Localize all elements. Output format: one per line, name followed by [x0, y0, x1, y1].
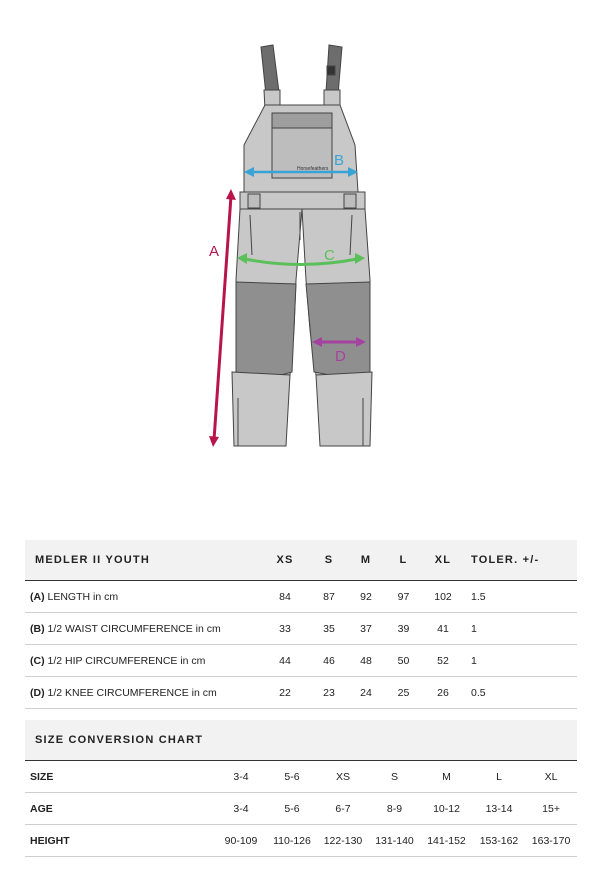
cell-value: 92: [348, 581, 384, 613]
bib-front: [244, 105, 358, 192]
label-b: B: [334, 152, 345, 169]
cell-value: 6-7: [317, 793, 369, 825]
row-label: AGE: [25, 793, 215, 825]
size-header: L: [384, 540, 423, 581]
row-label: (A) LENGTH in cm: [25, 581, 260, 613]
cell-value: 141-152: [420, 825, 473, 857]
tolerance-value: 1: [463, 645, 577, 677]
cell-value: 8-9: [369, 793, 420, 825]
conversion-header: [25, 720, 577, 761]
cell-value: 131-140: [369, 825, 420, 857]
shoulder-straps: [261, 45, 342, 110]
cell-value: 22: [260, 677, 310, 709]
size-header: M: [348, 540, 384, 581]
cell-value: 102: [423, 581, 463, 613]
size-chart-header: [25, 540, 577, 581]
cell-value: 84: [260, 581, 310, 613]
cell-value: 90-109: [215, 825, 267, 857]
cell-value: 97: [384, 581, 423, 613]
row-label: SIZE: [25, 761, 215, 793]
cell-value: 39: [384, 613, 423, 645]
cell-value: 50: [384, 645, 423, 677]
size-conversion-table: [25, 720, 577, 857]
cell-value: XL: [525, 761, 577, 793]
cell-value: 41: [423, 613, 463, 645]
size-header: XL: [423, 540, 463, 581]
cell-value: 25: [384, 677, 423, 709]
size-header: S: [310, 540, 348, 581]
cell-value: 33: [260, 613, 310, 645]
cell-value: 15+: [525, 793, 577, 825]
table-row: [25, 613, 577, 645]
pant-legs: [232, 209, 372, 446]
tolerance-value: 0.5: [463, 677, 577, 709]
cell-value: 46: [310, 645, 348, 677]
row-label: HEIGHT: [25, 825, 215, 857]
cell-value: 3-4: [215, 793, 267, 825]
cell-value: 35: [310, 613, 348, 645]
tolerance-value: 1: [463, 613, 577, 645]
cell-value: 26: [423, 677, 463, 709]
row-label: (B) 1/2 WAIST CIRCUMFERENCE in cm: [25, 613, 260, 645]
size-header: XS: [260, 540, 310, 581]
cell-value: 163-170: [525, 825, 577, 857]
cell-value: 3-4: [215, 761, 267, 793]
cell-value: 48: [348, 645, 384, 677]
cell-value: S: [369, 761, 420, 793]
table-row: [25, 793, 577, 825]
measurement-a: [209, 189, 236, 447]
conversion-chart-title: SIZE CONVERSION CHART: [25, 720, 577, 761]
brand-logo-text: Horsefeathers: [297, 166, 329, 172]
cell-value: 122-130: [317, 825, 369, 857]
cell-value: 23: [310, 677, 348, 709]
cell-value: 153-162: [473, 825, 525, 857]
label-c: C: [324, 247, 335, 264]
size-chart-table: [25, 540, 577, 709]
cell-value: 13-14: [473, 793, 525, 825]
label-d: D: [335, 348, 346, 365]
row-label: (D) 1/2 KNEE CIRCUMFERENCE in cm: [25, 677, 260, 709]
table-row: [25, 761, 577, 793]
tolerance-header: TOLER. +/-: [463, 540, 577, 581]
cell-value: 44: [260, 645, 310, 677]
row-label: (C) 1/2 HIP CIRCUMFERENCE in cm: [25, 645, 260, 677]
label-a: A: [209, 243, 220, 260]
table-row: [25, 581, 577, 613]
cell-value: 10-12: [420, 793, 473, 825]
table-row: [25, 677, 577, 709]
cell-value: 52: [423, 645, 463, 677]
cell-value: XS: [317, 761, 369, 793]
table-row: [25, 645, 577, 677]
size-chart-title: MEDLER II YOUTH: [25, 540, 260, 581]
cell-value: 37: [348, 613, 384, 645]
cell-value: 24: [348, 677, 384, 709]
cell-value: L: [473, 761, 525, 793]
cell-value: 87: [310, 581, 348, 613]
table-row: [25, 825, 577, 857]
cell-value: 110-126: [267, 825, 317, 857]
tolerance-value: 1.5: [463, 581, 577, 613]
waist-belt: [240, 192, 365, 209]
cell-value: M: [420, 761, 473, 793]
cell-value: 5-6: [267, 793, 317, 825]
cell-value: 5-6: [267, 761, 317, 793]
